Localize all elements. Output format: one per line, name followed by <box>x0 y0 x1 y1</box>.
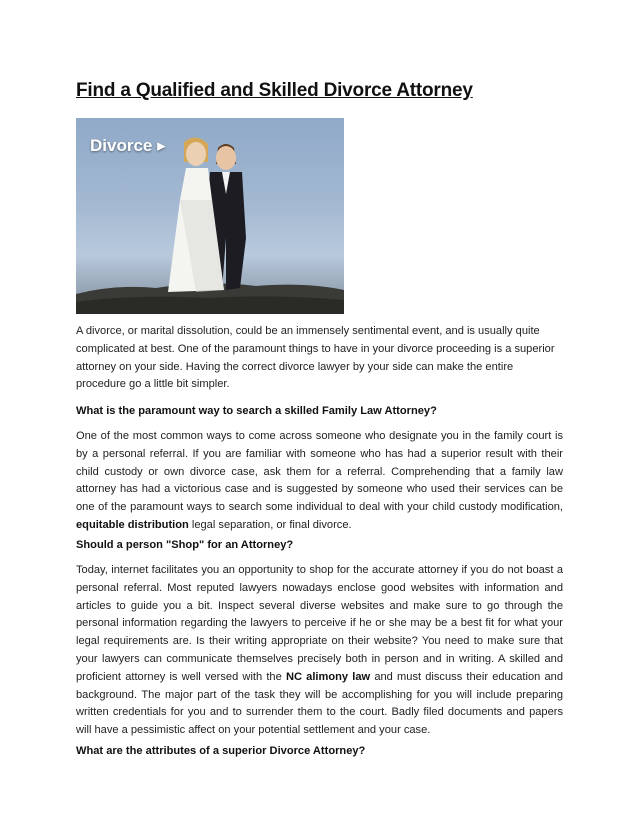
section-paragraph-search <box>76 428 563 535</box>
paragraph-text: Today, internet facilitates you an opportunity to shop for the accurate attorney if you do not boast a personal referral. Most reputed lawyers nowadays enclose good websites with information and articles to guide you a bit. Inspect several diverse websites and make sure to go through the personal information regarding the lawyers to perceive if he or she may be a best fit for what your legal requirements are. Is their writing appropriate on their website? You need to make sure that your lawyers can communicate themselves precisely both in person and in writing. A skilled and proficient attorney is well versed with the <box>76 564 563 683</box>
groom-head <box>216 146 236 170</box>
page-title: Find a Qualified and Skilled Divorce Attorney <box>76 80 473 101</box>
paragraph-text: legal separation, or final divorce. <box>188 518 352 531</box>
intro-paragraph: A divorce, or marital dissolution, could be an immensely sentimental event, and is usually quite complicated at best. One of the paramount things to have in your divorce proceeding is a superior attorney on your side. Having the correct divorce lawyer by your side can make the entire procedure go a little bit simpler. <box>76 325 555 391</box>
divorce-label: Divorce ▸ <box>90 136 166 155</box>
section-heading-shop: Should a person "Shop" for an Attorney? <box>76 539 294 551</box>
paragraph-text: and must discuss their education and background. The major part of the task they will be accomplishing for you will include preparing written credentials for you and to surrender them to the court. Badly filed documents and papers will have a pessimistic affect on your potential settlement and your case. <box>76 670 563 737</box>
section-heading-attributes: What are the attributes of a superior Divorce Attorney? <box>76 745 366 757</box>
nc-alimony-law-link[interactable]: NC alimony law <box>285 670 371 683</box>
section-paragraph-shop <box>76 562 563 740</box>
bride-head <box>186 142 206 166</box>
equitable-distribution-link[interactable]: equitable distribution <box>76 518 189 531</box>
divorce-photo <box>76 118 344 314</box>
section-heading-search: What is the paramount way to search a skilled Family Law Attorney? <box>76 405 437 417</box>
paragraph-text: One of the most common ways to come across someone who designate you in the family court is by a personal referral. If you are familiar with someone who has had a superior result with their child custody or own divorce case, ask them for a referral. Comprehending that a family law attorney has had a victorious case and is suggested by someone who used their services can be one of the paramount ways to search some individual to deal with your child custody modification, <box>76 430 563 514</box>
